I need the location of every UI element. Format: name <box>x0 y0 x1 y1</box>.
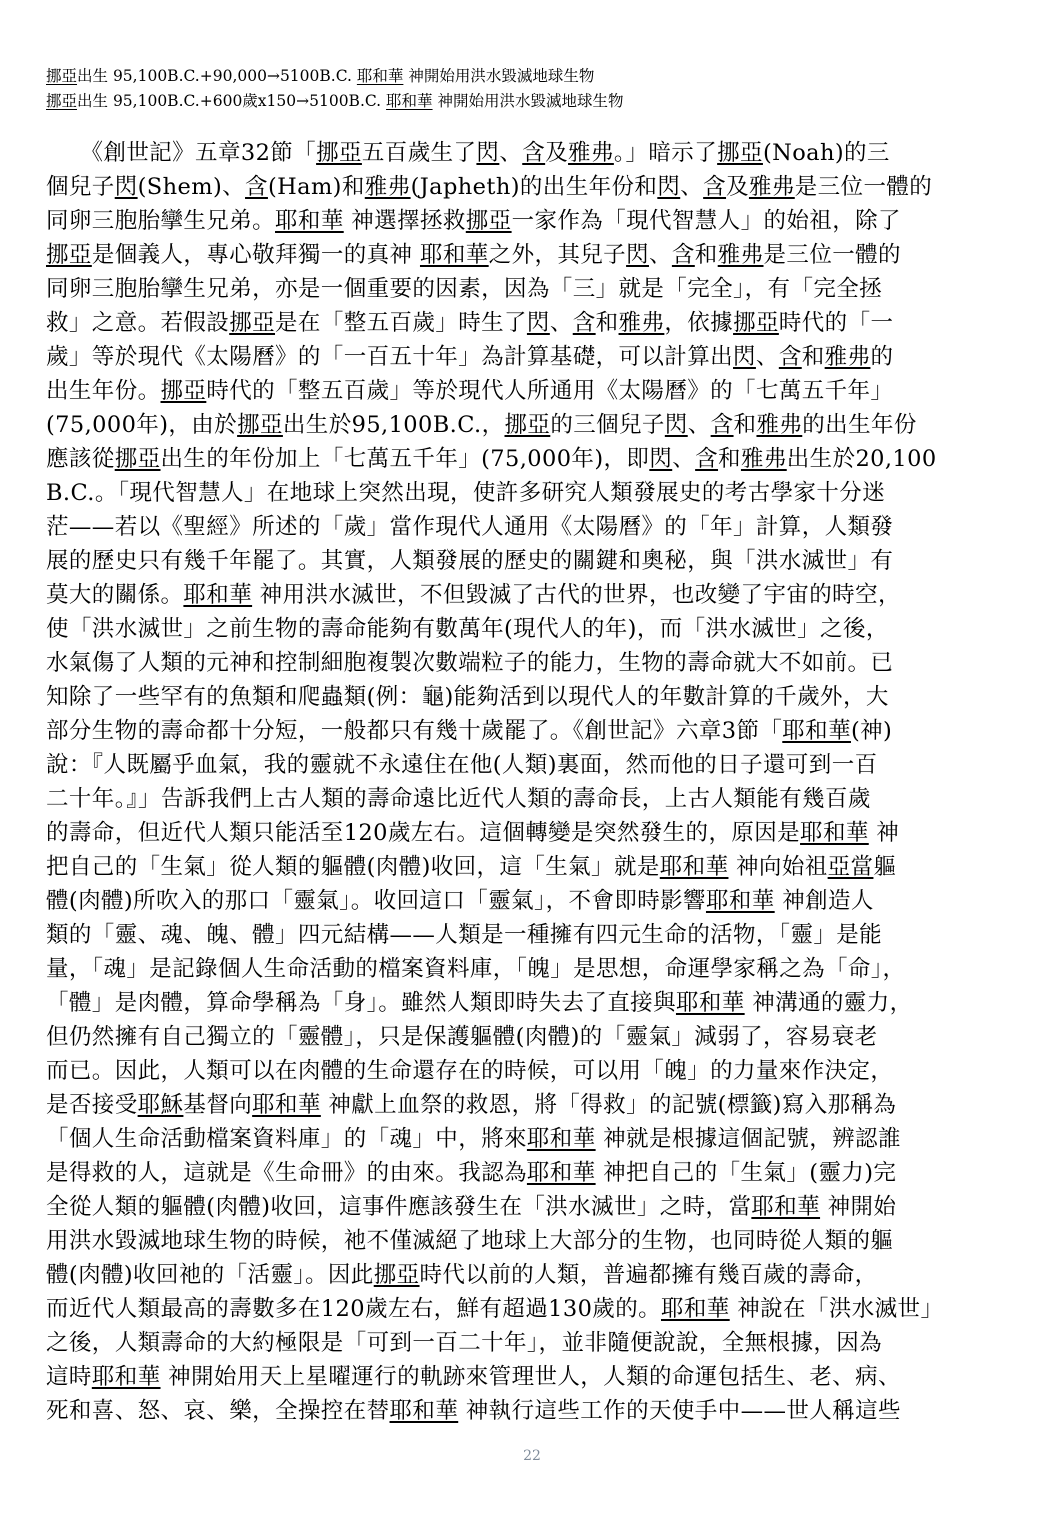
underlined-name: 挪亞 <box>717 140 763 166</box>
text-run: 應該從 <box>46 446 115 472</box>
text-run: 神開始用洪水毀滅地球生物 <box>403 67 595 85</box>
underlined-name: 閃 <box>657 174 681 200</box>
text-line <box>46 340 1022 374</box>
text-run: 的壽命，但近代人類只能活至120歲左右。這個轉變是突然發生的，原因是 <box>46 820 801 846</box>
text-run: 神說在「洪水滅世」 <box>729 1296 944 1322</box>
text-run: 莫大的關係。 <box>46 582 184 608</box>
text-run: 基督向 <box>183 1092 253 1118</box>
text-run: 是三位一體的 <box>794 174 933 200</box>
underlined-name: 挪亞 <box>114 446 161 472</box>
underlined-name: 耶和華 <box>275 208 344 234</box>
text-run: 展的歷史只有幾千年罷了。其實，人類發展的歷史的關鍵和奧秘，與「洪水滅世」有 <box>46 548 894 574</box>
text-run: 時代的「整五百歲」等於現代人所通用《太陽曆》的「七萬五千年」 <box>206 378 894 404</box>
text-line <box>46 918 1022 952</box>
text-run: 是否接受 <box>46 1092 138 1118</box>
text-line <box>46 408 1022 442</box>
text-run: 「個人生命活動檔案資料庫」的「魂」中，將來 <box>46 1126 527 1152</box>
underlined-name: 閃 <box>664 412 688 438</box>
text-run: 二十年。』」告訴我們上古人類的壽命遠比近代人類的壽命長，上古人類能有幾百歲 <box>46 786 871 812</box>
text-line <box>46 952 1022 986</box>
underlined-name: 亞當 <box>827 854 874 880</box>
text-run: 的出生年份 <box>802 412 917 438</box>
text-run: 和 <box>694 242 718 268</box>
text-line <box>46 1224 1022 1258</box>
underlined-name: 含 <box>778 344 802 370</box>
text-run: 神用洪水滅世，不但毀滅了古代的世界，也改變了宇宙的時空， <box>252 582 901 608</box>
text-line <box>46 612 1022 646</box>
underlined-name: 耶和華 <box>526 1160 596 1186</box>
underlined-name: 耶和華 <box>419 242 489 268</box>
text-run: 全從人類的軀體(肉體)收回，這事件應該發生在「洪水滅世」之時，當 <box>46 1194 752 1220</box>
underlined-name: 耶和華 <box>526 1126 596 1152</box>
text-run: 神獻上血祭的救恩，將「得救」的記號(標籤)寫入那稱為 <box>320 1092 897 1118</box>
underlined-name: 耶和華 <box>705 888 775 914</box>
text-run: 救」之意。若假設 <box>46 310 230 336</box>
underlined-name: 雅弗 <box>618 310 665 336</box>
text-line <box>46 884 1022 918</box>
underlined-name: 挪亞 <box>733 310 779 336</box>
text-run: 神就是根據這個記號，辨認誰 <box>595 1126 901 1152</box>
text-run: 說：『人既屬乎血氣，我的靈就不永遠住在他(人類)裏面，然而他的日子還可到一百 <box>46 752 878 778</box>
underlined-name: 含 <box>710 412 734 438</box>
text-run: 出生於95,100B.C.， <box>282 412 505 438</box>
text-line <box>46 1394 1022 1428</box>
text-line <box>46 1360 1022 1394</box>
text-run: (Ham)和 <box>267 174 365 200</box>
text-run: 是個義人，專心敬拜獨一的真神 <box>91 242 420 268</box>
text-run: ，依據 <box>664 310 734 336</box>
text-run: 軀 <box>873 854 897 880</box>
text-run: (Shem)、 <box>137 174 246 200</box>
header-line-1 <box>46 64 1026 89</box>
text-line <box>46 850 1022 884</box>
text-line <box>46 714 1022 748</box>
underlined-name: 閃 <box>649 446 673 472</box>
body-paragraph <box>46 136 1022 1428</box>
text-run: 出生的年份加上「七萬五千年」(75,000年)，即 <box>160 446 650 472</box>
text-line <box>46 204 1022 238</box>
text-run: 死和喜、怒、哀、樂，全操控在替 <box>46 1398 390 1424</box>
text-run: 使「洪水滅世」之前生物的壽命能夠有數萬年(現代人的年)，而「洪水滅世」之後， <box>46 616 889 642</box>
text-run: (Noah)的三 <box>762 140 890 166</box>
text-run: 歲」等於現代《太陽曆》的「一百五十年」為計算基礎，可以計算出 <box>46 344 734 370</box>
underlined-name: 閃 <box>733 344 756 370</box>
header-notes <box>46 64 1026 114</box>
text-run: 、 <box>549 310 573 336</box>
text-run: 同卵三胞胎攣生兄弟。 <box>46 208 276 234</box>
text-run: 、 <box>680 174 704 200</box>
text-run: 之外，其兒子 <box>488 242 627 268</box>
text-run: 、 <box>755 344 779 370</box>
underlined-name: 含 <box>671 242 695 268</box>
underlined-name: 挪亞 <box>373 1262 420 1288</box>
text-run: 、 <box>687 412 711 438</box>
underlined-name: 耶和華 <box>751 1194 821 1220</box>
underlined-name: 挪亞 <box>237 412 283 438</box>
text-run: 時代的「一 <box>778 310 894 336</box>
text-line <box>46 272 1022 306</box>
text-line <box>46 816 1022 850</box>
underlined-name: 耶和華 <box>661 1296 730 1322</box>
underlined-name: 挪亞 <box>465 208 512 234</box>
underlined-name: 挪亞 <box>46 67 78 85</box>
text-line <box>46 306 1022 340</box>
text-run: 、 <box>648 242 672 268</box>
text-line <box>46 1190 1022 1224</box>
text-run: 的 <box>870 344 894 370</box>
text-run: 而已。因此，人類可以在肉體的生命還存在的時候，可以用「魄」的力量來作決定， <box>46 1058 894 1084</box>
text-run: 但仍然擁有自己獨立的「靈體」，只是保護軀體(肉體)的「靈氣」減弱了，容易衰老 <box>46 1024 878 1050</box>
text-run: 出生於20,100 <box>786 446 937 472</box>
text-line <box>46 136 1022 170</box>
text-run: 及 <box>545 140 569 166</box>
text-run: 神開始用洪水毀滅地球生物 <box>432 92 624 110</box>
underlined-name: 雅弗 <box>364 174 411 200</box>
underlined-name: 挪亞 <box>229 310 276 336</box>
text-line <box>46 986 1022 1020</box>
text-run: 知除了一些罕有的魚類和爬蟲類(例：龜)能夠活到以現代人的年數計算的千歲外，大 <box>46 684 889 710</box>
text-line <box>46 544 1022 578</box>
underlined-name: 雅弗 <box>756 412 803 438</box>
underlined-name: 雅弗 <box>824 344 871 370</box>
underlined-name: 耶和華 <box>782 718 851 744</box>
text-run: 的三個兒子 <box>550 412 665 438</box>
text-run: 神把自己的「生氣」(靈力)完 <box>595 1160 897 1186</box>
underlined-name: 挪亞 <box>160 378 207 404</box>
underlined-name: 閃 <box>526 310 550 336</box>
text-run: 神執行這些工作的天使手中——世人稱這些 <box>458 1398 901 1424</box>
text-run: 出生 95,100B.C.+90,000→5100B.C. <box>77 67 357 85</box>
text-line <box>46 1054 1022 1088</box>
text-run: 用洪水毀滅地球生物的時候，祂不僅滅絕了地球上大部分的生物，也同時從人類的軀 <box>46 1228 894 1254</box>
underlined-name: 閃 <box>626 242 649 268</box>
text-run: 量，「魂」是記錄個人生命活動的檔案資料庫，「魄」是思想，命運學家稱之為「命」， <box>46 956 906 982</box>
text-run: (Japheth)的出生年份和 <box>410 174 658 200</box>
text-run: 神溝通的靈力， <box>744 990 913 1016</box>
text-line <box>46 374 1022 408</box>
text-run: 時代以前的人類，普遍都擁有幾百歲的壽命， <box>419 1262 878 1288</box>
underlined-name: 雅弗 <box>717 242 764 268</box>
underlined-name: 含 <box>572 310 596 336</box>
underlined-name: 挪亞 <box>46 242 92 268</box>
text-run: 、 <box>499 140 523 166</box>
underlined-name: 閃 <box>476 140 500 166</box>
underlined-name: 挪亞 <box>316 140 362 166</box>
text-run: 水氣傷了人類的元神和控制細胞複製次數端粒子的能力，生物的壽命就大不如前。已 <box>46 650 894 676</box>
underlined-name: 耶和華 <box>91 1364 161 1390</box>
text-line <box>46 1020 1022 1054</box>
underlined-name: 含 <box>522 140 546 166</box>
text-run: 出生 95,100B.C.+600歲x150→5100B.C. <box>77 92 387 110</box>
text-line <box>46 782 1022 816</box>
text-run: 和 <box>718 446 741 472</box>
text-run: 神創造人 <box>774 888 874 914</box>
underlined-name: 雅弗 <box>568 140 614 166</box>
text-run: 把自己的「生氣」從人類的軀體(肉體)收回，這「生氣」就是 <box>46 854 660 880</box>
underlined-name: 耶穌 <box>137 1092 184 1118</box>
text-line <box>46 442 1022 476</box>
text-line <box>46 646 1022 680</box>
header-line-2 <box>46 89 1026 114</box>
underlined-name: 含 <box>245 174 268 200</box>
text-run: 之後，人類壽命的大約極限是「可到一百二十年」，並非隨便說說，全無根據，因為 <box>46 1330 883 1356</box>
text-line <box>46 238 1022 272</box>
text-run: 類的「靈、魂、魄、體」四元結構——人類是一種擁有四元生命的活物，「靈」是能 <box>46 922 883 948</box>
underlined-name: 耶和華 <box>675 990 745 1016</box>
underlined-name: 挪亞 <box>46 92 78 110</box>
text-line <box>46 510 1022 544</box>
underlined-name: 含 <box>695 446 719 472</box>
page-number: 22 <box>523 1448 541 1464</box>
text-run: 和 <box>801 344 825 370</box>
text-run: 和 <box>733 412 757 438</box>
text-run: 出生年份。 <box>46 378 161 404</box>
text-line <box>46 476 1022 510</box>
text-run: 是得救的人，這就是《生命冊》的由來。我認為 <box>46 1160 527 1186</box>
text-run: 這時 <box>46 1364 92 1390</box>
underlined-name: 含 <box>703 174 727 200</box>
text-line <box>46 1258 1022 1292</box>
text-run: 一家作為「現代智慧人」的始祖，除了 <box>511 208 901 234</box>
text-line <box>46 748 1022 782</box>
text-run: 而近代人類最高的壽數多在120歲左右，鮮有超過130歲的。 <box>46 1296 661 1322</box>
underlined-name: 挪亞 <box>504 412 551 438</box>
text-run: 。」暗示了 <box>613 140 718 166</box>
text-line <box>46 578 1022 612</box>
underlined-name: 耶和華 <box>386 92 433 110</box>
text-run: 體(肉體)所吹入的那口「靈氣」。收回這口「靈氣」，不會即時影響 <box>46 888 706 914</box>
underlined-name: 耶和華 <box>800 820 869 846</box>
underlined-name: 雅弗 <box>740 446 787 472</box>
underlined-name: 耶和華 <box>659 854 729 880</box>
text-run: 個兒子 <box>46 174 115 200</box>
underlined-name: 耶和華 <box>252 1092 321 1118</box>
text-line <box>46 1292 1022 1326</box>
text-run: 神向始祖 <box>728 854 828 880</box>
text-run: B.C.。「現代智慧人」在地球上突然出現，使許多研究人類發展史的考古學家十分迷 <box>46 480 886 506</box>
text-line <box>46 1326 1022 1360</box>
text-run: 和 <box>595 310 619 336</box>
text-run: 神選擇拯救 <box>343 208 466 234</box>
text-run: 是三位一體的 <box>763 242 901 268</box>
underlined-name: 耶和華 <box>183 582 253 608</box>
text-line <box>46 1122 1022 1156</box>
text-run: 神 <box>868 820 900 846</box>
text-run: 部分生物的壽命都十分短，一般都只有幾十歲罷了。《創世記》六章3節「 <box>46 718 783 744</box>
text-run: (75,000年)，由於 <box>46 412 238 438</box>
text-run: 茫——若以《聖經》所述的「歲」當作現代人通用《太陽曆》的「年」計算，人類發 <box>46 514 894 540</box>
text-run: 及 <box>726 174 749 200</box>
text-run: 同卵三胞胎攣生兄弟，亦是一個重要的因素，因為「三」就是「完全」，有「完全拯 <box>46 276 883 302</box>
text-run: 是在「整五百歲」時生了 <box>275 310 527 336</box>
text-run: 神開始用天上星曜運行的軌跡來管理世人，人類的命運包括生、老、病、 <box>160 1364 901 1390</box>
text-line <box>46 170 1022 204</box>
text-run: 《創世記》五章32節「 <box>46 140 317 166</box>
underlined-name: 雅弗 <box>748 174 795 200</box>
text-line <box>46 680 1022 714</box>
text-run: 體(肉體)收回祂的「活靈」。因此 <box>46 1262 374 1288</box>
underlined-name: 耶和華 <box>389 1398 459 1424</box>
underlined-name: 耶和華 <box>356 67 404 85</box>
text-line <box>46 1156 1022 1190</box>
text-line <box>46 1088 1022 1122</box>
text-run: 「體」是肉體，算命學稱為「身」。雖然人類即時失去了直接與 <box>46 990 676 1016</box>
underlined-name: 閃 <box>114 174 138 200</box>
text-run: 、 <box>672 446 696 472</box>
text-run: 五百歲生了 <box>361 140 477 166</box>
text-run: 神開始 <box>820 1194 897 1220</box>
text-run: (神) <box>850 718 893 744</box>
